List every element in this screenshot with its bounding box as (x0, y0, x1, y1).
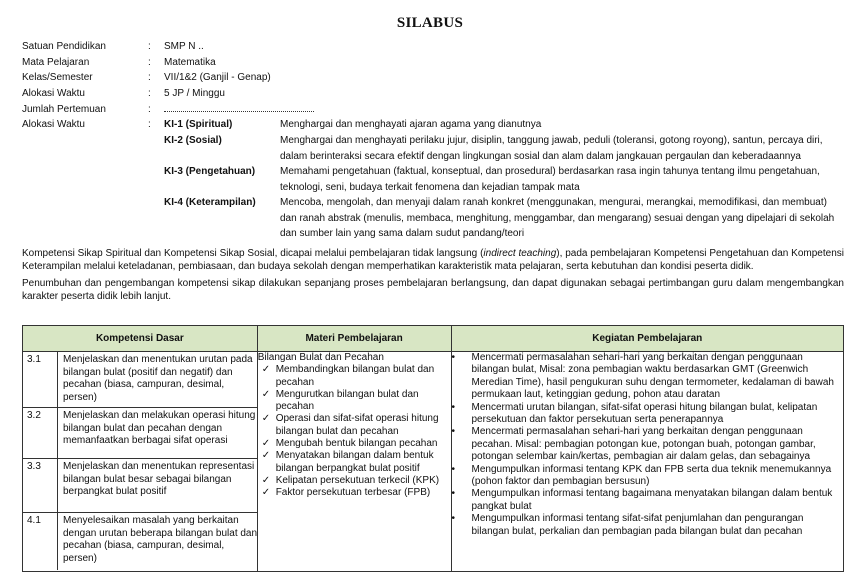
kd-row (23, 408, 257, 459)
meta-colon: : (148, 88, 151, 99)
meta-row-kelas (22, 70, 842, 86)
bullet-icon: • (451, 463, 456, 475)
meta-value: 5 JP / Minggu (164, 88, 225, 99)
bullet-icon: • (451, 426, 456, 438)
meta-label: Jumlah Pertemuan (22, 104, 106, 115)
meta-colon: : (148, 119, 151, 130)
materi-item (258, 364, 451, 389)
kegiatan-text: Mengumpulkan informasi tentang KPK dan FPB serta dua teknik menemukannya (pohon faktor dan pembagian bersusun) (471, 463, 832, 488)
materi-text: Operasi dan sifat-sifat operasi hitung bilangan bulat dan pecahan (275, 413, 439, 437)
materi-item (258, 475, 451, 487)
materi-text: Kelipatan persekutuan terkecil (KPK) (275, 474, 440, 486)
materi-item (258, 389, 451, 414)
check-icon: ✓ (261, 450, 271, 462)
ki-text: Memahami pengetahuan (faktual, konseptual, dan prosedural) berdasarkan rasa ingin tahunya tentang ilmu pengetahuan, teknologi, seni, budaya terkait fenomena dan kejadian tampak mata (280, 166, 820, 193)
meta-label: Satuan Pendidikan (22, 41, 106, 52)
header-kompetensi-dasar: Kompetensi Dasar (23, 326, 258, 352)
meta-value: VII/1&2 (Ganjil - Genap) (164, 72, 271, 83)
check-icon: ✓ (261, 487, 271, 499)
bullet-icon: • (451, 488, 456, 500)
kd-text: Menjelaskan dan menentukan urutan pada bilangan bulat (positif dan negatif) dan pecahan (biasa, campuran, desimal, persen) (63, 354, 253, 403)
meta-label: Alokasi Waktu (22, 119, 85, 130)
kd-row (23, 459, 257, 513)
paragraph-text: ), pada pembelajaran Kompetensi Pengetahuan dan Kompetensi Keterampilan melalui keteladanan, pembiasaan, dan budaya sekolah dengan memperhatikan karakteristik mata pelajaran, serta kebutuhan dan kondisi peserta didik. (22, 248, 844, 272)
header-materi: Materi Pembelajaran (257, 326, 451, 352)
meta-colon: : (148, 57, 151, 68)
ki-text: Mencoba, mengolah, dan menyaji dalam ranah konkret (menggunakan, mengurai, merangkai, memodifikasi, dan membuat) dan ranah abstrak (menulis, membaca, menghitung, menggambar, dan mengarang) sesuai dengan yang dipelajari di sekolah dan sumber lain yang sama dalam sudut pandang/teori (280, 197, 835, 239)
materi-text: Mengubah bentuk bilangan pecahan (275, 438, 438, 450)
materi-title: Bilangan Bulat dan Pecahan (257, 352, 384, 363)
kd-row (23, 352, 257, 408)
kd-number: 3.2 (27, 410, 41, 421)
ki-4 (164, 195, 840, 242)
meta-row-alokasi (22, 86, 842, 102)
ki-3 (164, 164, 840, 195)
check-icon: ✓ (261, 474, 271, 486)
materi-text: Menyatakan bilangan dalam bentuk bilangan berpangkat bulat positif (275, 450, 434, 474)
meta-colon: : (148, 104, 151, 115)
kd-number: 3.3 (27, 461, 41, 472)
meta-value: Matematika (164, 57, 216, 68)
dotted-line (164, 102, 314, 112)
kegiatan-item (452, 488, 844, 513)
ki-1 (164, 117, 840, 133)
ki-2 (164, 133, 840, 164)
meta-row-mapel (22, 55, 842, 71)
meta-colon: : (148, 41, 151, 52)
ki-label: KI-1 (Spiritual) (164, 119, 233, 130)
kegiatan-item (452, 402, 844, 427)
ki-text: Menghargai dan menghayati perilaku jujur, disiplin, tanggung jawab, peduli (toleransi, gotong royong), santun, percaya diri, dalam berinteraksi secara efektif dengan lingkungan sosial dan alam dalam jangkauan pergaulan dan keberadaannya (280, 135, 823, 162)
kegiatan-column (451, 352, 844, 572)
meta-row-pertemuan (22, 102, 842, 118)
kegiatan-text: Mencermati permasalahan sehari-hari yang berkaitan dengan penggunaan bilangan bulat, Misal: zona pembagian waktu berdasarkan GMT (Greenwich Meredian Time), hasil pengukuran suhu dengan termometer, kedalaman di bawah permukaan laut, ketinggian gedung, pohon atau daratan (471, 352, 834, 401)
paragraph-text: Kompetensi Sikap Spiritual dan Kompetensi Sikap Sosial, dicapai melalui pembelajaran tidak langsung ( (22, 248, 484, 259)
paragraph-italic: indirect teaching (483, 248, 557, 259)
check-icon: ✓ (261, 413, 271, 425)
check-icon: ✓ (261, 438, 271, 450)
ki-label: KI-4 (Keterampilan) (164, 197, 256, 208)
kd-text: Menyelesaikan masalah yang berkaitan dengan urutan beberapa bilangan bulat dan pecahan (biasa, campuran, desimal, persen) (63, 515, 258, 564)
kegiatan-text: Mencermati permasalahan sehari-hari yang berkaitan dengan penggunaan pecahan. Misal: pembagian potongan kue, potongan buah, potongan gambar, potongan selembar kain/kertas, pembagian air dalam gelas, dan sebagainya (471, 426, 816, 463)
kegiatan-text: Mencermati urutan bilangan, sifat-sifat operasi hitung bilangan bulat, kelipatan persekutuan dan faktor persekutuan serta penerapannya (471, 401, 818, 426)
bullet-icon: • (451, 401, 456, 413)
kd-column (23, 352, 258, 572)
materi-text: Mengurutkan bilangan bulat dan pecahan (275, 388, 419, 413)
bullet-icon: • (451, 513, 456, 525)
kegiatan-item (452, 513, 844, 538)
kd-row (23, 513, 257, 570)
materi-item (258, 413, 451, 438)
kegiatan-item (452, 464, 844, 489)
meta-label: Mata Pelajaran (22, 57, 90, 68)
check-icon: ✓ (261, 388, 271, 400)
kd-text: Menjelaskan dan menentukan representasi bilangan bulat besar sebagai bilangan berpangkat bulat positif (63, 461, 255, 497)
meta-colon: : (148, 72, 151, 83)
page-title: SILABUS (396, 15, 464, 31)
materi-item (258, 438, 451, 450)
kegiatan-item (452, 352, 844, 402)
kd-number: 4.1 (27, 515, 41, 526)
materi-text: Membandingkan bilangan bulat dan pecahan (275, 364, 435, 388)
materi-text: Faktor persekutuan terbesar (FPB) (275, 487, 431, 499)
kegiatan-item (452, 426, 844, 463)
materi-column (257, 352, 451, 572)
meta-label: Kelas/Semester (22, 72, 93, 83)
check-icon: ✓ (261, 364, 271, 376)
meta-row-satuan (22, 39, 842, 55)
ki-label: KI-3 (Pengetahuan) (164, 166, 256, 177)
meta-label: Alokasi Waktu (22, 88, 85, 99)
header-kegiatan: Kegiatan Pembelajaran (451, 326, 844, 352)
kd-text: Menjelaskan dan melakukan operasi hitung bilangan bulat dan pecahan dengan memanfaatkan berbagai sifat operasi (63, 410, 256, 446)
materi-item (258, 450, 451, 475)
kegiatan-text: Mengumpulkan informasi tentang sifat-sifat penjumlahan dan pengurangan bilangan bulat, perkalian dan pembagian pada bilangan bulat dan pecahan (471, 513, 804, 537)
paragraph-penumbuhan: Penumbuhan dan pengembangan kompetensi sikap dilakukan sepanjang proses pembelajaran berlangsung, dan dapat digunakan sebagai pertimbangan guru dalam mengembangkan karakter peserta didik lebih lanjut. (22, 278, 844, 302)
kd-number: 3.1 (27, 354, 41, 365)
ki-label: KI-2 (Sosial) (164, 135, 222, 146)
meta-value-dots (164, 102, 314, 118)
bullet-icon: • (451, 352, 456, 363)
materi-item (258, 487, 451, 499)
paragraph-kompetensi-sikap (22, 248, 844, 273)
silabus-table (22, 325, 844, 572)
kegiatan-text: Mengumpulkan informasi tentang bagaimana menyatakan bilangan dalam bentuk pangkat bulat (471, 488, 833, 512)
meta-value: SMP N .. (164, 41, 204, 52)
ki-text: Menghargai dan menghayati ajaran agama yang dianutnya (280, 119, 542, 130)
